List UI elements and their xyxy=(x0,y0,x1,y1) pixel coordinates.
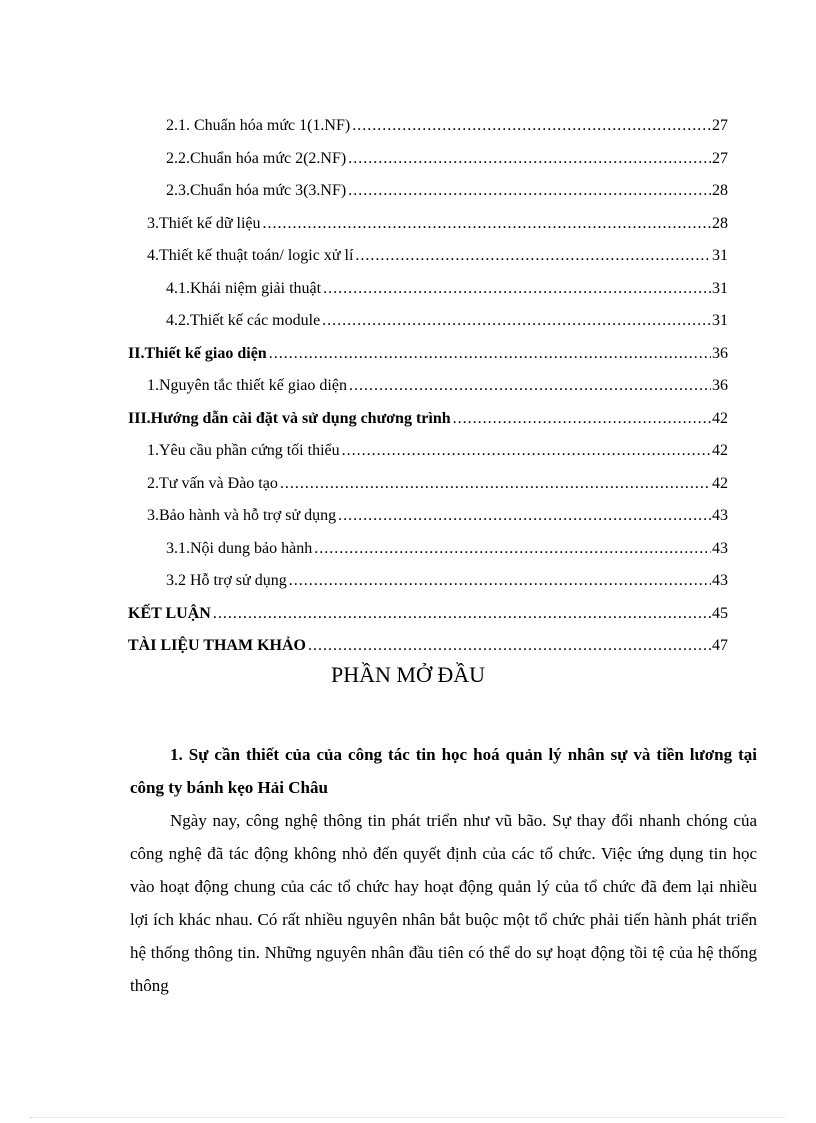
toc-entry[interactable] xyxy=(128,143,728,176)
toc-entry-page: 27 xyxy=(712,149,728,167)
toc-entry-label: II.Thiết kế giao diện xyxy=(128,344,267,362)
toc-entry-page: 28 xyxy=(712,182,728,199)
toc-leader-dots xyxy=(342,435,711,468)
body-paragraph: Ngày nay, công nghệ thông tin phát triển như vũ bão. Sự thay đổi nhanh chóng của công nghệ đã tác động không nhỏ đến quyết định của các tổ chức. Việc ứng dụng tin học vào hoạt động chung của các tổ chức hay hoạt động quản lý của tổ chức đã đem lại nhiều lợi ích khác nhau. Có rất nhiều nguyên nhân bắt buộc một tổ chức phải tiến hành phát triển hệ thống thông tin. Những nguyên nhân đầu tiên có thể do sự hoạt động tồi tệ của hệ thống thông xyxy=(130,811,757,995)
toc-entry-label: KẾT LUẬN xyxy=(128,604,211,622)
toc-leader-dots xyxy=(355,240,711,273)
toc-entry[interactable] xyxy=(128,305,728,338)
toc-entry-label: 3.1.Nội dung bảo hành xyxy=(166,539,313,557)
toc-entry-label: 2.1. Chuẩn hóa mức 1(1.NF) xyxy=(166,117,351,134)
toc-entry[interactable] xyxy=(128,240,728,273)
toc-leader-dots xyxy=(348,175,711,208)
toc-entry-label: 3.2 Hỗ trợ sử dụng xyxy=(166,572,287,589)
toc-entry-page: 31 xyxy=(712,247,728,264)
toc-leader-dots xyxy=(269,338,711,371)
toc-entry-page: 43 xyxy=(712,507,728,524)
table-of-contents xyxy=(128,110,728,663)
toc-leader-dots xyxy=(308,630,711,663)
toc-entry-page: 31 xyxy=(712,279,728,297)
toc-leader-dots xyxy=(453,403,711,436)
toc-entry-page: 42 xyxy=(712,442,728,459)
toc-entry-label: 3.Bảo hành và hỗ trợ sử dụng xyxy=(147,507,337,524)
toc-entry-page: 45 xyxy=(712,604,728,622)
toc-entry-label: 2.2.Chuẩn hóa mức 2(2.NF) xyxy=(166,149,347,167)
toc-entry[interactable] xyxy=(128,175,728,208)
toc-entry-label: III.Hướng dẫn cài đặt và sử dụng chương trình xyxy=(128,409,451,427)
toc-entry-label: 1.Yêu cầu phần cứng tối thiểu xyxy=(147,442,340,459)
toc-leader-dots xyxy=(348,143,711,176)
toc-entry-label: 4.Thiết kế thuật toán/ logic xử lí xyxy=(147,247,354,264)
toc-entry[interactable] xyxy=(128,565,728,598)
toc-entry-page: 42 xyxy=(712,474,728,492)
toc-entry[interactable] xyxy=(128,500,728,533)
toc-entry-label: 2.Tư vấn và Đào tạo xyxy=(147,474,278,492)
toc-entry[interactable] xyxy=(128,338,728,371)
toc-leader-dots xyxy=(349,370,711,403)
toc-entry[interactable] xyxy=(128,468,728,501)
toc-leader-dots xyxy=(314,533,711,566)
toc-entry[interactable] xyxy=(128,403,728,436)
toc-entry-label: 2.3.Chuẩn hóa mức 3(3.NF) xyxy=(166,182,347,199)
toc-entry-page: 43 xyxy=(712,539,728,557)
body-text xyxy=(130,738,757,1002)
toc-entry-page: 27 xyxy=(712,117,728,134)
toc-entry-page: 47 xyxy=(712,637,728,654)
toc-entry[interactable] xyxy=(128,598,728,631)
toc-entry-label: 4.2.Thiết kế các module xyxy=(166,312,321,329)
toc-entry-page: 28 xyxy=(712,214,728,232)
toc-entry[interactable] xyxy=(128,208,728,241)
toc-entry-label: 4.1.Khái niệm giải thuật xyxy=(166,279,322,297)
toc-leader-dots xyxy=(323,273,711,306)
toc-entry-page: 36 xyxy=(712,344,728,362)
toc-entry[interactable] xyxy=(128,273,728,306)
section-heading: 1. Sự cần thiết của của công tác tin học hoá quản lý nhân sự và tiền lương tại công ty bánh kẹo Hải Châu xyxy=(130,745,757,797)
toc-entry[interactable] xyxy=(128,630,728,663)
toc-leader-dots xyxy=(338,500,711,533)
toc-leader-dots xyxy=(289,565,711,598)
toc-leader-dots xyxy=(352,110,711,143)
toc-entry[interactable] xyxy=(128,370,728,403)
toc-entry-label: 1.Nguyên tắc thiết kế giao diện xyxy=(147,377,347,394)
toc-entry-page: 42 xyxy=(712,409,728,427)
page-bottom-divider xyxy=(30,1117,786,1118)
toc-entry[interactable] xyxy=(128,533,728,566)
toc-entry-page: 36 xyxy=(712,377,728,394)
toc-leader-dots xyxy=(213,598,711,631)
toc-entry-label: TÀI LIỆU THAM KHẢO xyxy=(128,637,306,654)
toc-leader-dots xyxy=(263,208,711,241)
toc-leader-dots xyxy=(322,305,711,338)
section-title: PHẦN MỞ ĐẦU xyxy=(330,662,485,687)
toc-entry[interactable] xyxy=(128,110,728,143)
toc-leader-dots xyxy=(280,468,711,501)
toc-entry[interactable] xyxy=(128,435,728,468)
toc-entry-page: 43 xyxy=(712,572,728,589)
toc-entry-page: 31 xyxy=(712,312,728,329)
toc-entry-label: 3.Thiết kế dữ liệu xyxy=(147,214,261,232)
